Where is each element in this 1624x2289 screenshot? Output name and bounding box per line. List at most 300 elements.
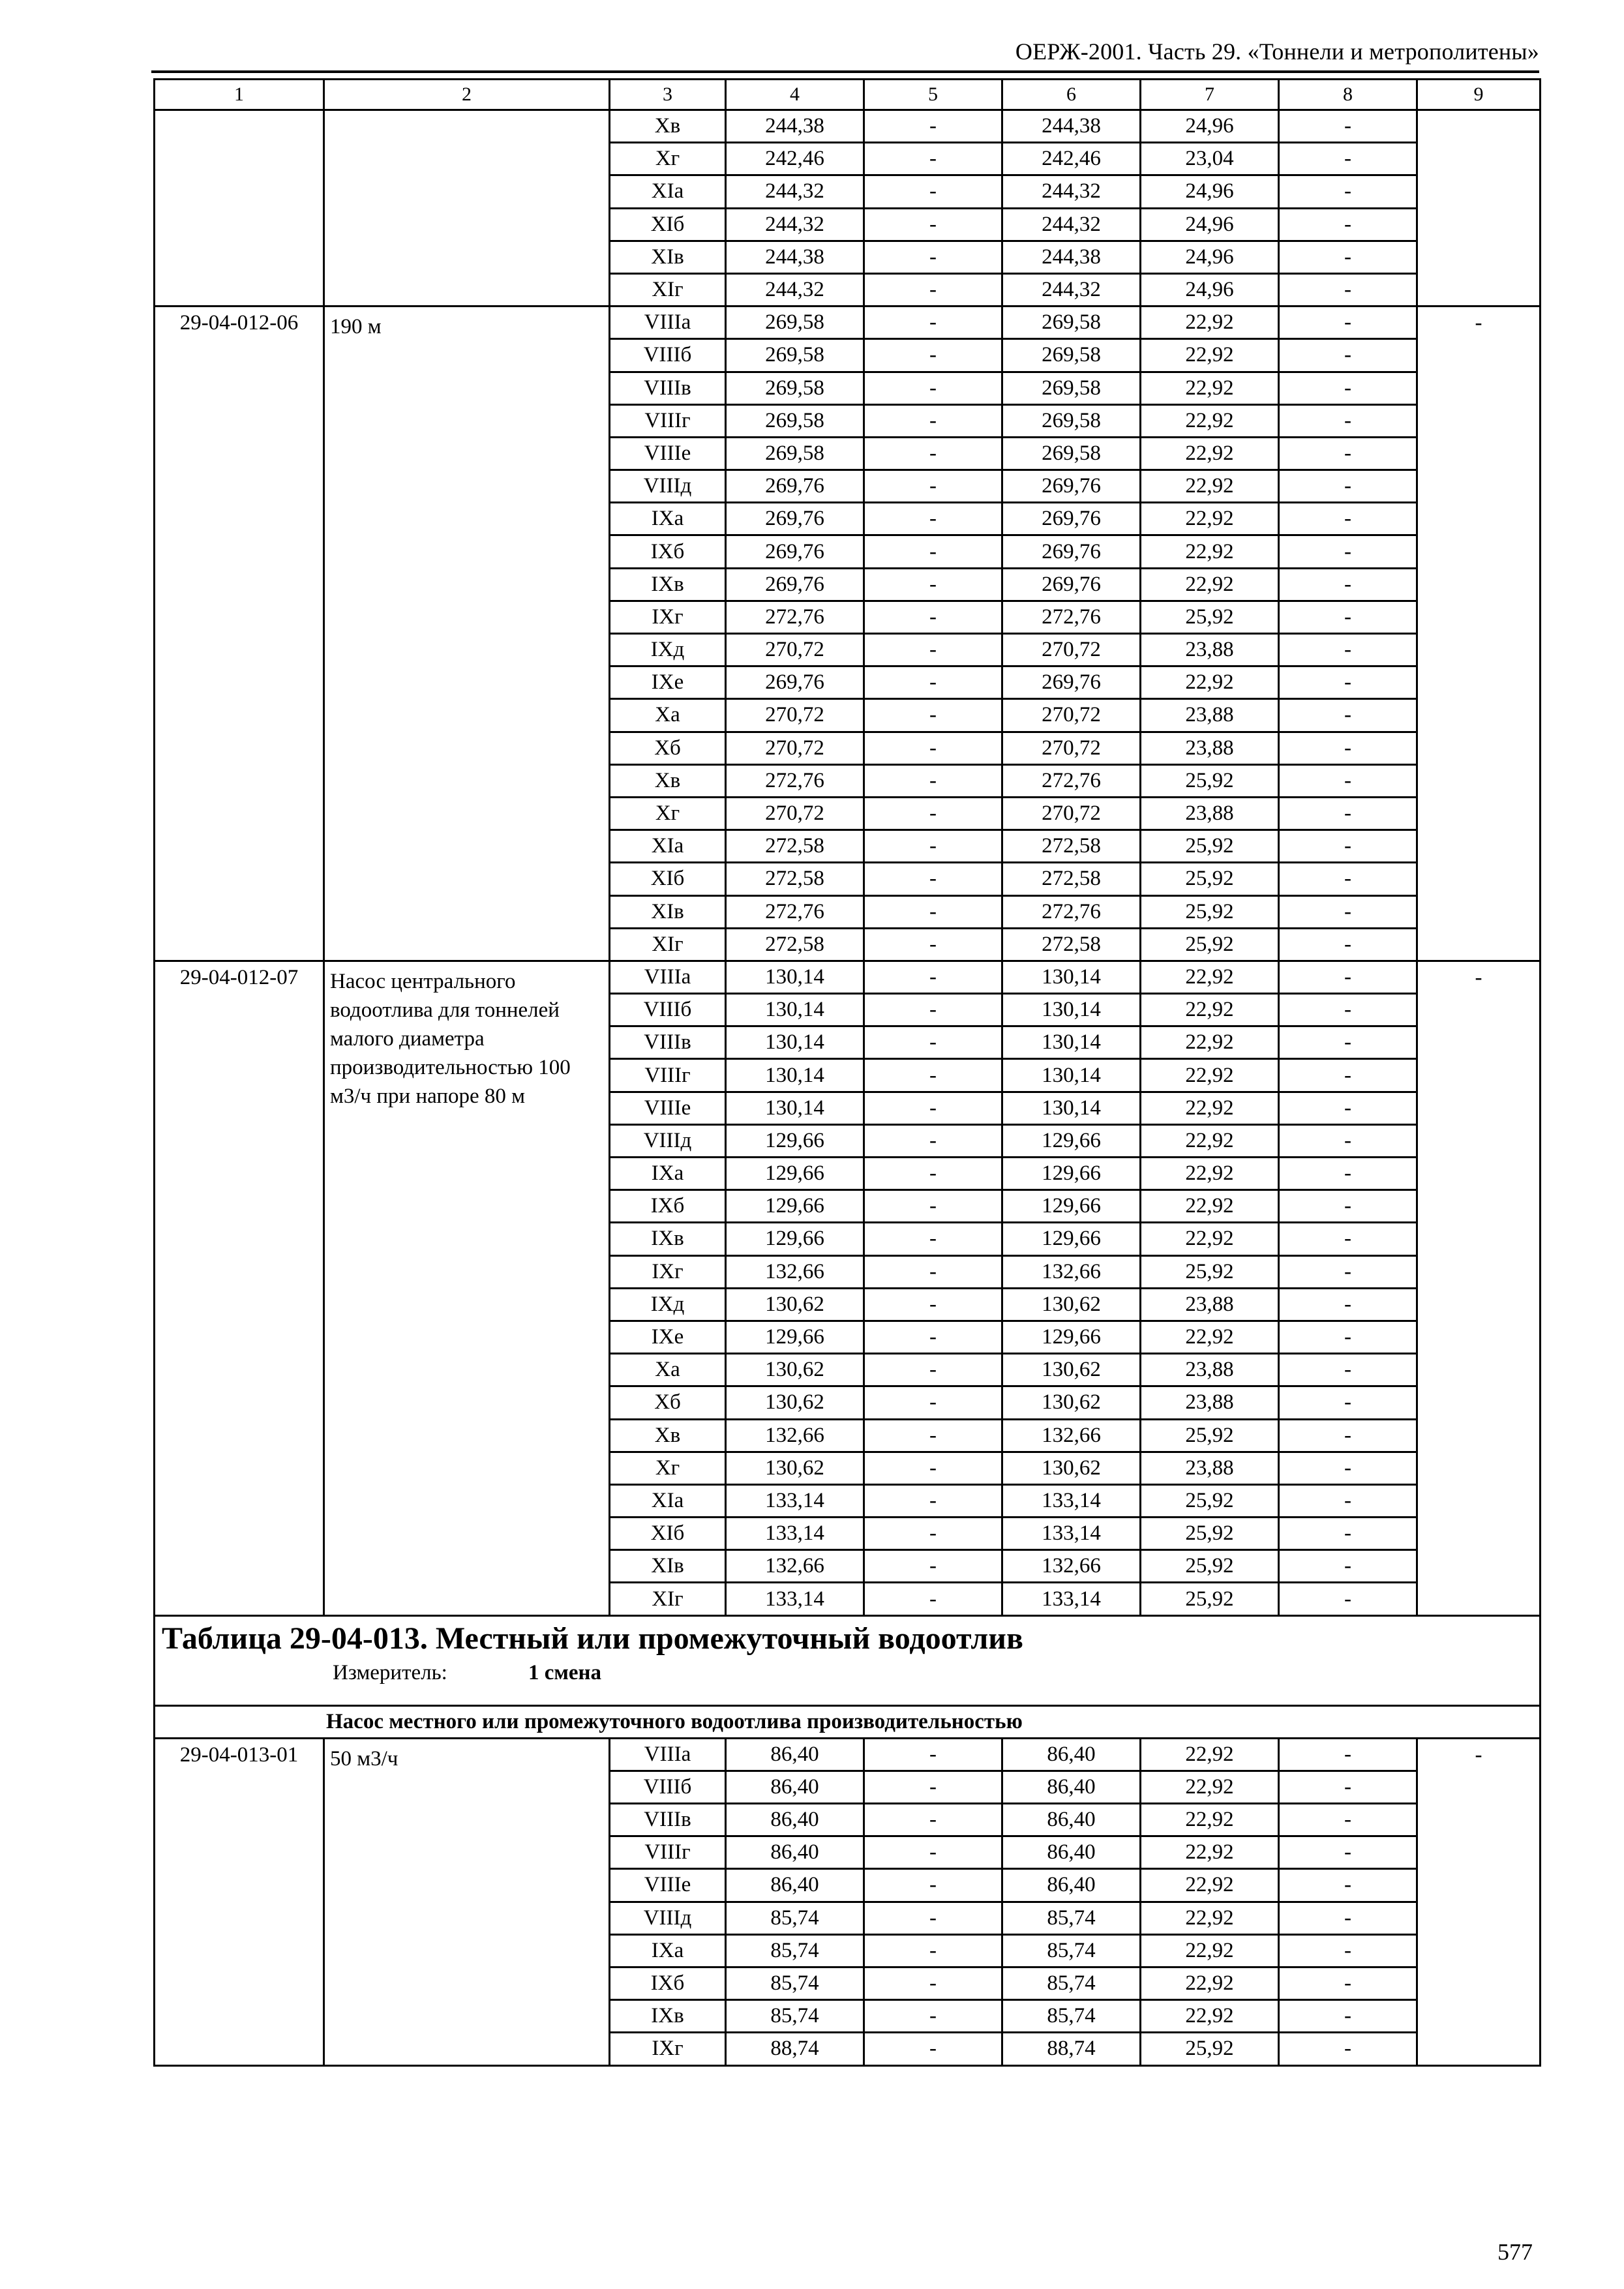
- wages-cell: -: [864, 895, 1002, 928]
- zone-cell: Xг: [610, 143, 726, 175]
- machine-cost-cell: 86,40: [1002, 1836, 1141, 1869]
- zone-cell: Xб: [610, 732, 726, 764]
- machinist-wages-cell: 23,88: [1141, 634, 1279, 666]
- machinist-wages-cell: 22,92: [1141, 1158, 1279, 1190]
- materials-cell: -: [1279, 961, 1417, 993]
- column-number-3: 3: [610, 80, 726, 110]
- zone-cell: IXг: [610, 1255, 726, 1288]
- machinist-wages-cell: 23,88: [1141, 1288, 1279, 1321]
- section-subtitle: Насос местного или промежуточного водоотлива производительностью: [155, 1705, 1541, 1738]
- machinist-wages-cell: 25,92: [1141, 764, 1279, 797]
- wages-cell: -: [864, 1386, 1002, 1419]
- machine-cost-cell: 272,76: [1002, 764, 1141, 797]
- materials-cell: -: [1279, 1804, 1417, 1836]
- wages-cell: -: [864, 1158, 1002, 1190]
- rate-code-cell: 29-04-013-01: [155, 1738, 324, 2065]
- total-cost-cell: 270,72: [726, 699, 864, 732]
- wages-cell: -: [864, 1869, 1002, 1902]
- total-cost-cell: 242,46: [726, 143, 864, 175]
- total-cost-cell: 272,76: [726, 895, 864, 928]
- machinist-wages-cell: 22,92: [1141, 1124, 1279, 1157]
- machine-cost-cell: 130,14: [1002, 1059, 1141, 1092]
- machine-cost-cell: 86,40: [1002, 1738, 1141, 1771]
- machine-cost-cell: 130,62: [1002, 1386, 1141, 1419]
- total-cost-cell: 244,32: [726, 273, 864, 306]
- machine-cost-cell: 244,38: [1002, 110, 1141, 143]
- total-cost-cell: 85,74: [726, 1967, 864, 1999]
- materials-cell: -: [1279, 503, 1417, 535]
- materials-cell: -: [1279, 1452, 1417, 1484]
- machine-cost-cell: 85,74: [1002, 1934, 1141, 1967]
- note-cell: -: [1417, 1738, 1541, 2065]
- wages-cell: -: [864, 1738, 1002, 1771]
- zone-cell: Xг: [610, 1452, 726, 1484]
- machinist-wages-cell: 24,96: [1141, 175, 1279, 208]
- materials-cell: -: [1279, 1583, 1417, 1615]
- machine-cost-cell: 269,76: [1002, 470, 1141, 503]
- total-cost-cell: 133,14: [726, 1583, 864, 1615]
- machinist-wages-cell: 22,92: [1141, 535, 1279, 568]
- zone-cell: IXг: [610, 601, 726, 633]
- zone-cell: VIIIв: [610, 372, 726, 404]
- wages-cell: -: [864, 1026, 1002, 1059]
- measure-value: 1 смена: [528, 1660, 602, 1684]
- total-cost-cell: 244,38: [726, 110, 864, 143]
- note-cell: -: [1417, 307, 1541, 961]
- total-cost-cell: 269,76: [726, 568, 864, 601]
- machinist-wages-cell: 22,92: [1141, 1059, 1279, 1092]
- rates-table: [153, 78, 1541, 2067]
- total-cost-cell: 269,58: [726, 307, 864, 339]
- wages-cell: -: [864, 1190, 1002, 1223]
- wages-cell: -: [864, 994, 1002, 1026]
- materials-cell: -: [1279, 764, 1417, 797]
- machinist-wages-cell: 22,92: [1141, 437, 1279, 470]
- machine-cost-cell: 132,66: [1002, 1419, 1141, 1452]
- machine-cost-cell: 244,32: [1002, 208, 1141, 241]
- machinist-wages-cell: 24,96: [1141, 273, 1279, 306]
- measure-label: Измеритель:: [333, 1660, 447, 1684]
- machinist-wages-cell: 22,92: [1141, 1771, 1279, 1803]
- materials-cell: -: [1279, 1026, 1417, 1059]
- zone-cell: IXа: [610, 1934, 726, 1967]
- materials-cell: -: [1279, 1771, 1417, 1803]
- rate-code-cell: [155, 110, 324, 307]
- zone-cell: IXб: [610, 535, 726, 568]
- wages-cell: -: [864, 699, 1002, 732]
- wages-cell: -: [864, 797, 1002, 830]
- total-cost-cell: 272,58: [726, 830, 864, 863]
- materials-cell: -: [1279, 339, 1417, 372]
- rate-name-cell: Насос центрального водоотлива для тоннелей малого диаметра производительностью 100 м3/ч при напоре 80 м: [324, 961, 610, 1615]
- zone-cell: XIв: [610, 241, 726, 273]
- zone-cell: XIа: [610, 175, 726, 208]
- machinist-wages-cell: 24,96: [1141, 241, 1279, 273]
- machinist-wages-cell: 22,92: [1141, 307, 1279, 339]
- zone-cell: XIв: [610, 895, 726, 928]
- machine-cost-cell: 272,76: [1002, 895, 1141, 928]
- total-cost-cell: 130,14: [726, 961, 864, 993]
- wages-cell: -: [864, 307, 1002, 339]
- measure-line: [162, 1662, 1533, 1684]
- materials-cell: -: [1279, 928, 1417, 961]
- machine-cost-cell: 244,32: [1002, 175, 1141, 208]
- total-cost-cell: 133,14: [726, 1484, 864, 1517]
- machine-cost-cell: 129,66: [1002, 1158, 1141, 1190]
- machine-cost-cell: 244,38: [1002, 241, 1141, 273]
- wages-cell: -: [864, 732, 1002, 764]
- total-cost-cell: 244,32: [726, 208, 864, 241]
- zone-cell: Xа: [610, 1354, 726, 1386]
- wages-cell: -: [864, 764, 1002, 797]
- total-cost-cell: 269,76: [726, 503, 864, 535]
- machine-cost-cell: 130,14: [1002, 994, 1141, 1026]
- materials-cell: -: [1279, 601, 1417, 633]
- materials-cell: -: [1279, 437, 1417, 470]
- materials-cell: -: [1279, 797, 1417, 830]
- materials-cell: -: [1279, 208, 1417, 241]
- wages-cell: -: [864, 339, 1002, 372]
- materials-cell: -: [1279, 1518, 1417, 1550]
- machinist-wages-cell: 22,92: [1141, 372, 1279, 404]
- rate-code-cell: 29-04-012-06: [155, 307, 324, 961]
- total-cost-cell: 270,72: [726, 797, 864, 830]
- machine-cost-cell: 130,14: [1002, 1026, 1141, 1059]
- machine-cost-cell: 270,72: [1002, 797, 1141, 830]
- machine-cost-cell: 85,74: [1002, 2000, 1141, 2033]
- zone-cell: XIа: [610, 830, 726, 863]
- section-title-row: [155, 1615, 1541, 1705]
- machinist-wages-cell: 23,88: [1141, 732, 1279, 764]
- total-cost-cell: 270,72: [726, 732, 864, 764]
- machine-cost-cell: 130,62: [1002, 1452, 1141, 1484]
- zone-cell: Xв: [610, 764, 726, 797]
- machine-cost-cell: 86,40: [1002, 1804, 1141, 1836]
- machinist-wages-cell: 22,92: [1141, 1869, 1279, 1902]
- machinist-wages-cell: 25,92: [1141, 1419, 1279, 1452]
- zone-cell: VIIIд: [610, 1902, 726, 1934]
- machinist-wages-cell: 22,92: [1141, 1934, 1279, 1967]
- total-cost-cell: 272,76: [726, 764, 864, 797]
- machine-cost-cell: 269,76: [1002, 535, 1141, 568]
- zone-cell: IXб: [610, 1190, 726, 1223]
- table-row: [155, 1738, 1541, 1771]
- machinist-wages-cell: 22,92: [1141, 1223, 1279, 1255]
- machine-cost-cell: 129,66: [1002, 1190, 1141, 1223]
- total-cost-cell: 129,66: [726, 1223, 864, 1255]
- wages-cell: -: [864, 1255, 1002, 1288]
- machinist-wages-cell: 22,92: [1141, 1902, 1279, 1934]
- machine-cost-cell: 133,14: [1002, 1583, 1141, 1615]
- total-cost-cell: 130,62: [726, 1354, 864, 1386]
- materials-cell: -: [1279, 1738, 1417, 1771]
- materials-cell: -: [1279, 535, 1417, 568]
- column-number-6: 6: [1002, 80, 1141, 110]
- wages-cell: -: [864, 110, 1002, 143]
- wages-cell: -: [864, 2033, 1002, 2065]
- machinist-wages-cell: 25,92: [1141, 2033, 1279, 2065]
- table-row: [155, 307, 1541, 339]
- zone-cell: VIIIа: [610, 307, 726, 339]
- total-cost-cell: 269,58: [726, 437, 864, 470]
- machinist-wages-cell: 22,92: [1141, 339, 1279, 372]
- zone-cell: IXе: [610, 666, 726, 699]
- materials-cell: -: [1279, 470, 1417, 503]
- machine-cost-cell: 85,74: [1002, 1967, 1141, 1999]
- total-cost-cell: 244,32: [726, 175, 864, 208]
- wages-cell: -: [864, 273, 1002, 306]
- machine-cost-cell: 269,76: [1002, 568, 1141, 601]
- section-subtitle-row: [155, 1705, 1541, 1738]
- zone-cell: XIв: [610, 1550, 726, 1583]
- wages-cell: -: [864, 1550, 1002, 1583]
- wages-cell: -: [864, 928, 1002, 961]
- machine-cost-cell: 86,40: [1002, 1771, 1141, 1803]
- materials-cell: -: [1279, 1092, 1417, 1124]
- machinist-wages-cell: 25,92: [1141, 830, 1279, 863]
- wages-cell: -: [864, 175, 1002, 208]
- zone-cell: VIIIе: [610, 1092, 726, 1124]
- materials-cell: -: [1279, 1836, 1417, 1869]
- materials-cell: -: [1279, 1288, 1417, 1321]
- machine-cost-cell: 272,58: [1002, 830, 1141, 863]
- total-cost-cell: 272,58: [726, 928, 864, 961]
- machine-cost-cell: 86,40: [1002, 1869, 1141, 1902]
- materials-cell: -: [1279, 1967, 1417, 1999]
- zone-cell: IXг: [610, 2033, 726, 2065]
- zone-cell: Xв: [610, 1419, 726, 1452]
- machinist-wages-cell: 23,88: [1141, 699, 1279, 732]
- machinist-wages-cell: 25,92: [1141, 1583, 1279, 1615]
- zone-cell: VIIIа: [610, 1738, 726, 1771]
- total-cost-cell: 85,74: [726, 1934, 864, 1967]
- total-cost-cell: 86,40: [726, 1738, 864, 1771]
- total-cost-cell: 86,40: [726, 1804, 864, 1836]
- wages-cell: -: [864, 1223, 1002, 1255]
- machine-cost-cell: 133,14: [1002, 1484, 1141, 1517]
- zone-cell: IXа: [610, 503, 726, 535]
- column-number-2: 2: [324, 80, 610, 110]
- machine-cost-cell: 270,72: [1002, 634, 1141, 666]
- total-cost-cell: 130,14: [726, 994, 864, 1026]
- zone-cell: XIг: [610, 1583, 726, 1615]
- wages-cell: -: [864, 241, 1002, 273]
- wages-cell: -: [864, 1419, 1002, 1452]
- machine-cost-cell: 269,76: [1002, 503, 1141, 535]
- zone-cell: Xб: [610, 1386, 726, 1419]
- machine-cost-cell: 272,58: [1002, 863, 1141, 895]
- zone-cell: XIа: [610, 1484, 726, 1517]
- total-cost-cell: 269,58: [726, 404, 864, 437]
- wages-cell: -: [864, 1804, 1002, 1836]
- materials-cell: -: [1279, 1386, 1417, 1419]
- materials-cell: -: [1279, 1223, 1417, 1255]
- total-cost-cell: 269,76: [726, 666, 864, 699]
- machinist-wages-cell: 22,92: [1141, 1190, 1279, 1223]
- materials-cell: -: [1279, 895, 1417, 928]
- machine-cost-cell: 133,14: [1002, 1518, 1141, 1550]
- materials-cell: -: [1279, 1869, 1417, 1902]
- zone-cell: VIIIа: [610, 961, 726, 993]
- machinist-wages-cell: 22,92: [1141, 503, 1279, 535]
- total-cost-cell: 88,74: [726, 2033, 864, 2065]
- wages-cell: -: [864, 1059, 1002, 1092]
- total-cost-cell: 85,74: [726, 1902, 864, 1934]
- rate-code-cell: 29-04-012-07: [155, 961, 324, 1615]
- machinist-wages-cell: 23,04: [1141, 143, 1279, 175]
- zone-cell: IXв: [610, 1223, 726, 1255]
- total-cost-cell: 133,14: [726, 1518, 864, 1550]
- column-number-1: 1: [155, 80, 324, 110]
- wages-cell: -: [864, 568, 1002, 601]
- materials-cell: -: [1279, 863, 1417, 895]
- column-number-row: [155, 80, 1541, 110]
- zone-cell: VIIIб: [610, 1771, 726, 1803]
- materials-cell: -: [1279, 1059, 1417, 1092]
- materials-cell: -: [1279, 273, 1417, 306]
- total-cost-cell: 130,62: [726, 1288, 864, 1321]
- column-number-4: 4: [726, 80, 864, 110]
- total-cost-cell: 269,76: [726, 470, 864, 503]
- zone-cell: Xа: [610, 699, 726, 732]
- total-cost-cell: 129,66: [726, 1124, 864, 1157]
- machinist-wages-cell: 23,88: [1141, 797, 1279, 830]
- machinist-wages-cell: 22,92: [1141, 1967, 1279, 1999]
- machine-cost-cell: 132,66: [1002, 1255, 1141, 1288]
- materials-cell: -: [1279, 175, 1417, 208]
- wages-cell: -: [864, 1354, 1002, 1386]
- materials-cell: -: [1279, 143, 1417, 175]
- machinist-wages-cell: 25,92: [1141, 863, 1279, 895]
- machinist-wages-cell: 22,92: [1141, 404, 1279, 437]
- materials-cell: -: [1279, 307, 1417, 339]
- machine-cost-cell: 130,14: [1002, 961, 1141, 993]
- materials-cell: -: [1279, 1902, 1417, 1934]
- table-row: [155, 961, 1541, 993]
- machinist-wages-cell: 22,92: [1141, 470, 1279, 503]
- total-cost-cell: 132,66: [726, 1419, 864, 1452]
- column-number-9: 9: [1417, 80, 1541, 110]
- wages-cell: -: [864, 1288, 1002, 1321]
- wages-cell: -: [864, 535, 1002, 568]
- total-cost-cell: 129,66: [726, 1190, 864, 1223]
- machine-cost-cell: 269,58: [1002, 404, 1141, 437]
- total-cost-cell: 132,66: [726, 1255, 864, 1288]
- materials-cell: -: [1279, 110, 1417, 143]
- machine-cost-cell: 244,32: [1002, 273, 1141, 306]
- zone-cell: IXв: [610, 568, 726, 601]
- zone-cell: VIIIе: [610, 437, 726, 470]
- total-cost-cell: 132,66: [726, 1550, 864, 1583]
- machinist-wages-cell: 22,92: [1141, 666, 1279, 699]
- machinist-wages-cell: 22,92: [1141, 2000, 1279, 2033]
- materials-cell: -: [1279, 1934, 1417, 1967]
- total-cost-cell: 129,66: [726, 1321, 864, 1353]
- total-cost-cell: 129,66: [726, 1158, 864, 1190]
- machinist-wages-cell: 24,96: [1141, 208, 1279, 241]
- zone-cell: Xв: [610, 110, 726, 143]
- machine-cost-cell: 272,76: [1002, 601, 1141, 633]
- materials-cell: -: [1279, 241, 1417, 273]
- machinist-wages-cell: 23,88: [1141, 1452, 1279, 1484]
- wages-cell: -: [864, 1092, 1002, 1124]
- materials-cell: -: [1279, 568, 1417, 601]
- wages-cell: -: [864, 1484, 1002, 1517]
- machine-cost-cell: 269,58: [1002, 372, 1141, 404]
- wages-cell: -: [864, 1321, 1002, 1353]
- machinist-wages-cell: 22,92: [1141, 1321, 1279, 1353]
- zone-cell: IXд: [610, 1288, 726, 1321]
- materials-cell: -: [1279, 830, 1417, 863]
- machine-cost-cell: 129,66: [1002, 1223, 1141, 1255]
- total-cost-cell: 270,72: [726, 634, 864, 666]
- machinist-wages-cell: 22,92: [1141, 994, 1279, 1026]
- machine-cost-cell: 129,66: [1002, 1124, 1141, 1157]
- machine-cost-cell: 269,76: [1002, 666, 1141, 699]
- rates-table-body: [155, 80, 1541, 2066]
- machinist-wages-cell: 25,92: [1141, 1255, 1279, 1288]
- column-number-7: 7: [1141, 80, 1279, 110]
- wages-cell: -: [864, 830, 1002, 863]
- materials-cell: -: [1279, 666, 1417, 699]
- rate-name-cell: 50 м3/ч: [324, 1738, 610, 2065]
- wages-cell: -: [864, 1518, 1002, 1550]
- wages-cell: -: [864, 503, 1002, 535]
- materials-cell: -: [1279, 732, 1417, 764]
- zone-cell: XIг: [610, 928, 726, 961]
- zone-cell: VIIIб: [610, 994, 726, 1026]
- materials-cell: -: [1279, 1158, 1417, 1190]
- wages-cell: -: [864, 1836, 1002, 1869]
- wages-cell: -: [864, 1967, 1002, 1999]
- total-cost-cell: 244,38: [726, 241, 864, 273]
- machine-cost-cell: 130,62: [1002, 1354, 1141, 1386]
- machine-cost-cell: 129,66: [1002, 1321, 1141, 1353]
- note-cell: -: [1417, 961, 1541, 1615]
- materials-cell: -: [1279, 1484, 1417, 1517]
- column-number-8: 8: [1279, 80, 1417, 110]
- machinist-wages-cell: 24,96: [1141, 110, 1279, 143]
- total-cost-cell: 272,76: [726, 601, 864, 633]
- total-cost-cell: 86,40: [726, 1869, 864, 1902]
- materials-cell: -: [1279, 404, 1417, 437]
- total-cost-cell: 130,14: [726, 1092, 864, 1124]
- materials-cell: -: [1279, 1354, 1417, 1386]
- wages-cell: -: [864, 634, 1002, 666]
- zone-cell: XIб: [610, 208, 726, 241]
- machinist-wages-cell: 25,92: [1141, 601, 1279, 633]
- zone-cell: IXд: [610, 634, 726, 666]
- materials-cell: -: [1279, 2000, 1417, 2033]
- total-cost-cell: 86,40: [726, 1771, 864, 1803]
- zone-cell: XIб: [610, 863, 726, 895]
- wages-cell: -: [864, 2000, 1002, 2033]
- wages-cell: -: [864, 601, 1002, 633]
- machine-cost-cell: 269,58: [1002, 307, 1141, 339]
- zone-cell: XIб: [610, 1518, 726, 1550]
- total-cost-cell: 130,62: [726, 1386, 864, 1419]
- wages-cell: -: [864, 372, 1002, 404]
- machinist-wages-cell: 22,92: [1141, 1738, 1279, 1771]
- machine-cost-cell: 272,58: [1002, 928, 1141, 961]
- materials-cell: -: [1279, 1321, 1417, 1353]
- materials-cell: -: [1279, 1190, 1417, 1223]
- materials-cell: -: [1279, 699, 1417, 732]
- machine-cost-cell: 130,14: [1002, 1092, 1141, 1124]
- total-cost-cell: 86,40: [726, 1836, 864, 1869]
- section-heading: Таблица 29-04-013. Местный или промежуточный водоотлив: [162, 1621, 1023, 1656]
- machinist-wages-cell: 25,92: [1141, 928, 1279, 961]
